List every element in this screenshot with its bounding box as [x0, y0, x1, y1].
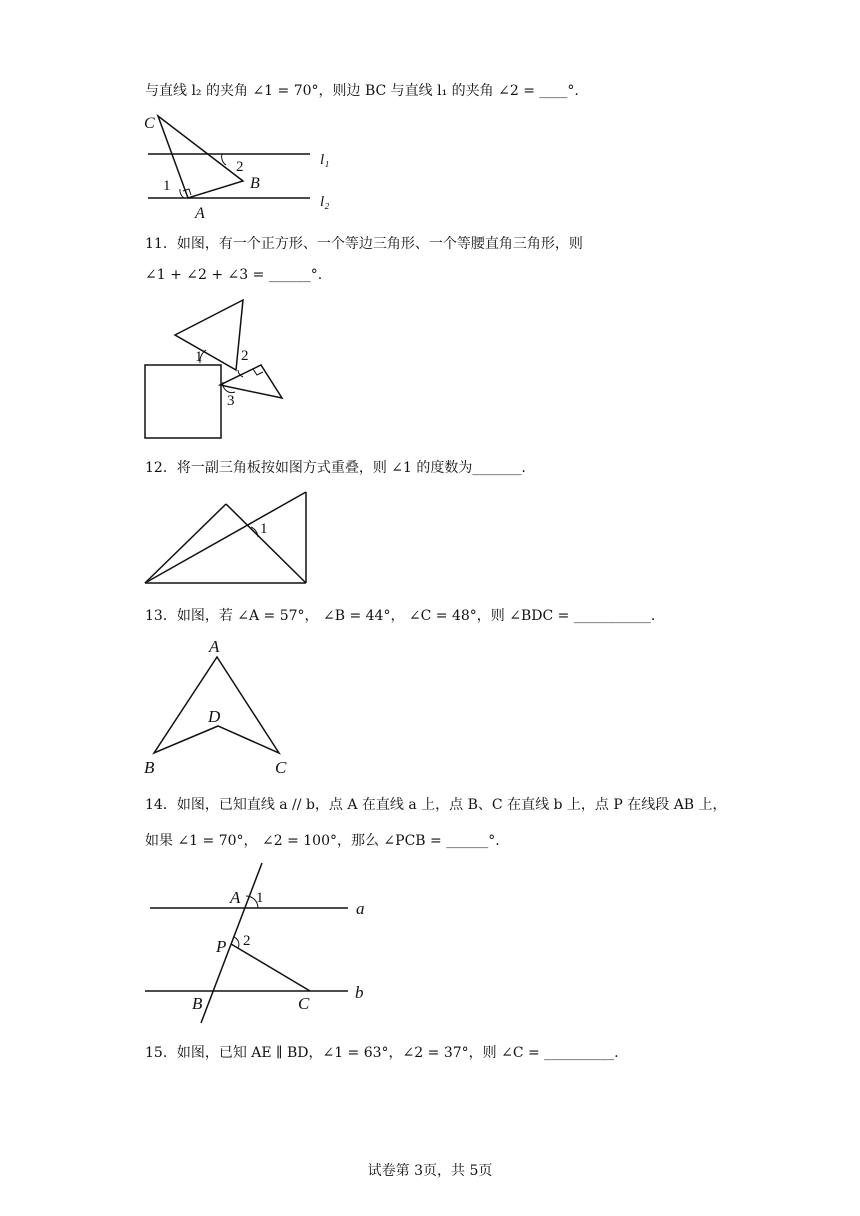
q12-text: 12．将一副三角板按如图方式重叠，则 ∠1 的度数为_______. — [145, 460, 526, 476]
q14-figure — [140, 858, 380, 1028]
q10-text: 与直线 l₂ 的夹角 ∠1 = 70°，则边 BC 与直线 l₁ 的夹角 ∠2 = ____°. — [145, 83, 579, 99]
q14-text-line2: 如果 ∠1 = 70°， ∠2 = 100°，那么 ∠PCB = ______°. — [145, 833, 500, 849]
q13-label-C: C — [275, 758, 287, 777]
q14-angle-1: 1 — [256, 890, 264, 906]
q11-angle-1: 1 — [195, 349, 203, 365]
q12-angle-1: 1 — [260, 521, 268, 537]
page-footer: 试卷第 3页，共 5页 — [367, 1163, 493, 1179]
q10-label-C: C — [144, 115, 155, 132]
q13-text: 13．如图，若 ∠A = 57°， ∠B = 44°， ∠C = 48°，则 ∠BDC = ___________. — [145, 608, 656, 624]
q11-angle-2: 2 — [241, 348, 249, 364]
q11-angle-3: 3 — [227, 393, 235, 409]
q14-label-A: A — [230, 888, 241, 907]
q14-label-B: B — [192, 994, 203, 1013]
q10-line-l1: l₁ — [320, 152, 330, 168]
q10-line-l2: l₂ — [320, 194, 330, 210]
q13-label-D: D — [208, 707, 221, 726]
q10-label-A: A — [195, 205, 205, 222]
q11-figure — [140, 295, 300, 445]
q10-angle-1: 1 — [163, 178, 171, 194]
q14-line-b: b — [355, 983, 364, 1002]
q14-text-line1: 14．如图，已知直线 a // b，点 A 在直线 a 上，点 B、C 在直线 b 上，点 P 在线段 AB 上， — [145, 797, 727, 813]
q15-text: 15．如图，已知 AE ∥ BD，∠1 = 63°，∠2 = 37°，则 ∠C = __________. — [145, 1045, 619, 1061]
q14-label-C: C — [298, 994, 310, 1013]
q10-figure — [140, 108, 340, 223]
q10-label-B: B — [250, 175, 260, 192]
q14-line-a: a — [356, 899, 365, 918]
q12-figure — [140, 485, 315, 590]
q10-angle-2: 2 — [236, 159, 244, 175]
q14-label-P: P — [216, 937, 227, 956]
q13-label-A: A — [209, 637, 220, 656]
q11-text-line2: ∠1 + ∠2 + ∠3 = ______°. — [145, 267, 323, 283]
q13-label-B: B — [144, 758, 155, 777]
q11-text-line1: 11．如图，有一个正方形、一个等边三角形、一个等腰直角三角形，则 — [145, 236, 583, 252]
q13-figure — [140, 633, 300, 778]
q14-angle-2: 2 — [243, 933, 251, 949]
